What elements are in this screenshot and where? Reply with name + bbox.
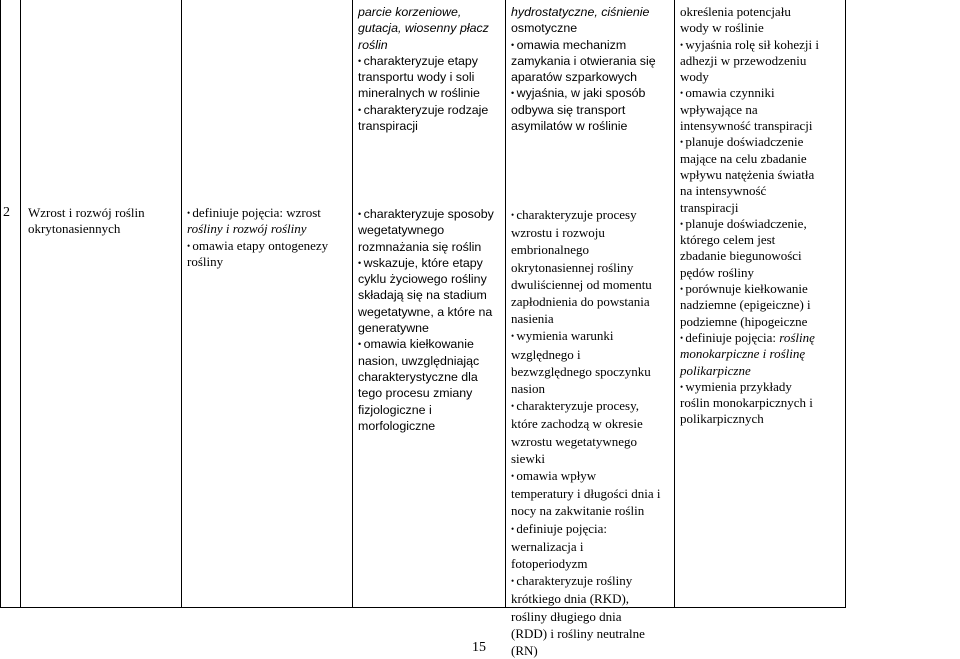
bullet-item: • wyjaśnia, w jaki sposób bbox=[511, 85, 656, 101]
text-line: okrytonasiennej rośliny bbox=[511, 259, 634, 275]
text-line: zamykania i otwierania się bbox=[511, 53, 656, 68]
text-line: transpiracji bbox=[680, 199, 739, 215]
text-line: bezwzględnego spoczynku bbox=[511, 363, 651, 379]
text-line: które zachodzą w okresie bbox=[511, 416, 643, 432]
text-line: wegetatywnego bbox=[358, 223, 445, 238]
text-line: morfologiczne bbox=[358, 418, 436, 433]
text-line: na intensywność bbox=[680, 183, 767, 199]
text-line: wegetatywne, a które na bbox=[358, 304, 493, 319]
text-line: asymilatów w roślinie bbox=[511, 119, 628, 134]
requirements-list bbox=[511, 4, 656, 134]
text-line: transportu wody i soli bbox=[358, 70, 475, 85]
text-line: polikarpiczne bbox=[680, 362, 751, 378]
level-basic-cell bbox=[182, 0, 353, 608]
text-line: nasion bbox=[511, 381, 545, 397]
text-line: siewki bbox=[511, 450, 545, 466]
text-line: wpływające na bbox=[680, 101, 758, 117]
level-advanced-cell bbox=[506, 0, 675, 659]
level-excellent-cell bbox=[675, 0, 846, 608]
bullet-item: • wyjaśnia rolę sił kohezji i bbox=[680, 37, 819, 53]
text-line: rośliny długiego dnia bbox=[511, 608, 622, 624]
bullet-item: • wymienia warunki bbox=[511, 327, 660, 345]
text-line: (RN) bbox=[511, 643, 538, 659]
text-line: temperatury i długości dnia i bbox=[511, 486, 661, 502]
text-line: roślin monokarpicznych i bbox=[680, 395, 813, 411]
text-line: określenia potencjału bbox=[680, 4, 791, 19]
bullet-item: • definiuje pojęcia: roślinę bbox=[680, 330, 819, 346]
requirements-list bbox=[358, 206, 494, 434]
bullet-item: • omawia czynniki bbox=[680, 85, 819, 101]
bullet-item: • planuje doświadczenie bbox=[680, 134, 819, 150]
level-extended-cell bbox=[353, 0, 506, 608]
bullet-item: • charakteryzuje rośliny bbox=[511, 572, 660, 590]
text-line: pędów rośliny bbox=[680, 264, 755, 280]
text-line: aparatów szparkowych bbox=[511, 70, 638, 85]
text-line: fotoperiodyzm bbox=[511, 556, 588, 572]
text-line: zbadanie biegunowości bbox=[680, 248, 802, 264]
text-line: rozmnażania się roślin bbox=[358, 239, 482, 254]
text-line: mające na celu zbadanie bbox=[680, 150, 807, 166]
italic-term: roślinę bbox=[779, 329, 815, 345]
bullet-item: • omawia etapy ontogenezy bbox=[187, 238, 328, 254]
section-title bbox=[28, 205, 145, 238]
text-line: wody bbox=[680, 69, 709, 85]
text-line: wzrostu i rozwoju bbox=[511, 225, 605, 241]
text-line: wody w roślinie bbox=[680, 20, 764, 36]
text-line: nocy na zakwitanie roślin bbox=[511, 503, 645, 519]
requirements-list bbox=[358, 4, 489, 134]
bullet-item: • wskazuje, które etapy bbox=[358, 255, 494, 271]
text-line: transpiracji bbox=[358, 119, 418, 134]
bullet-item: • omawia wpływ bbox=[511, 467, 660, 485]
bullet-item: • charakteryzuje sposoby bbox=[358, 206, 494, 222]
bullet-item: • wymienia przykłady bbox=[680, 379, 819, 395]
text-line: intensywność transpiracji bbox=[680, 118, 813, 134]
text-line: podziemne (hipogeiczne bbox=[680, 313, 808, 329]
text-line: odbywa się transport bbox=[511, 102, 626, 117]
text-line: gutacja, wiosenny płacz bbox=[358, 21, 489, 36]
text-line: rośliny bbox=[187, 253, 224, 269]
text-line: roślin bbox=[358, 37, 388, 52]
section-title-line: okrytonasiennych bbox=[28, 221, 121, 237]
bullet-item: • omawia kiełkowanie bbox=[358, 336, 494, 352]
requirements-list bbox=[187, 205, 328, 270]
section-title-line: Wzrost i rozwój roślin bbox=[28, 205, 145, 220]
text-line: wpływu natężenia światła bbox=[680, 166, 815, 182]
text-line: mineralnych w roślinie bbox=[358, 86, 480, 101]
text-line: dwuliściennej od momentu bbox=[511, 276, 652, 292]
text-line: którego celem jest bbox=[680, 232, 776, 248]
text-line: osmotyczne bbox=[511, 21, 578, 36]
text-line: charakterystyczne dla bbox=[358, 369, 478, 384]
text-line: tego procesu zmiany bbox=[358, 386, 473, 401]
text-line: fizjologiczne i bbox=[358, 402, 432, 417]
text-line: wernalizacja i bbox=[511, 538, 584, 554]
bullet-item: • charakteryzuje etapy bbox=[358, 53, 489, 69]
text-line: względnego i bbox=[511, 346, 581, 362]
text-line: hydrostatyczne, ciśnienie bbox=[511, 5, 650, 19]
text-line: (RDD) i rośliny neutralne bbox=[511, 625, 645, 641]
table-row bbox=[1, 0, 846, 608]
requirements-list bbox=[511, 206, 660, 659]
bullet-item: • planuje doświadczenie, bbox=[680, 216, 819, 232]
text-line: krótkiego dnia (RKD), bbox=[511, 591, 630, 607]
text-line: nadziemne (epigeiczne) i bbox=[680, 297, 811, 313]
text-line: adhezji w przewodzeniu bbox=[680, 52, 807, 68]
text-line: parcie korzeniowe, bbox=[358, 5, 462, 19]
requirements-list bbox=[680, 4, 819, 428]
text-line: wzrostu wegetatywnego bbox=[511, 433, 637, 449]
row-number: 2 bbox=[3, 205, 10, 220]
bullet-item: • charakteryzuje rodzaje bbox=[358, 102, 489, 118]
text-line: zapłodnienia do powstania bbox=[511, 294, 650, 310]
page-number: 15 bbox=[472, 640, 486, 655]
bullet-item: • porównuje kiełkowanie bbox=[680, 281, 819, 297]
row-number-cell bbox=[1, 0, 21, 608]
text-line: nasion, uwzględniając bbox=[358, 353, 480, 368]
bullet-item: • definiuje pojęcia: wzrost bbox=[187, 205, 328, 221]
text-line: cyklu życiowego rośliny bbox=[358, 272, 487, 287]
text-line: polikarpicznych bbox=[680, 411, 764, 427]
text-line: embrionalnego bbox=[511, 242, 589, 258]
section-title-cell bbox=[21, 0, 182, 608]
text-line: rośliny i rozwój rośliny bbox=[187, 221, 307, 237]
text-line: składają się na stadium bbox=[358, 288, 487, 303]
bullet-item: • charakteryzuje procesy bbox=[511, 206, 660, 224]
text-line: nasienia bbox=[511, 311, 554, 327]
text-line: monokarpiczne i roślinę bbox=[680, 346, 806, 362]
bullet-item: • charakteryzuje procesy, bbox=[511, 397, 660, 415]
text-line: generatywne bbox=[358, 321, 429, 336]
bullet-item: • definiuje pojęcia: bbox=[511, 520, 660, 538]
bullet-item: • omawia mechanizm bbox=[511, 37, 656, 53]
